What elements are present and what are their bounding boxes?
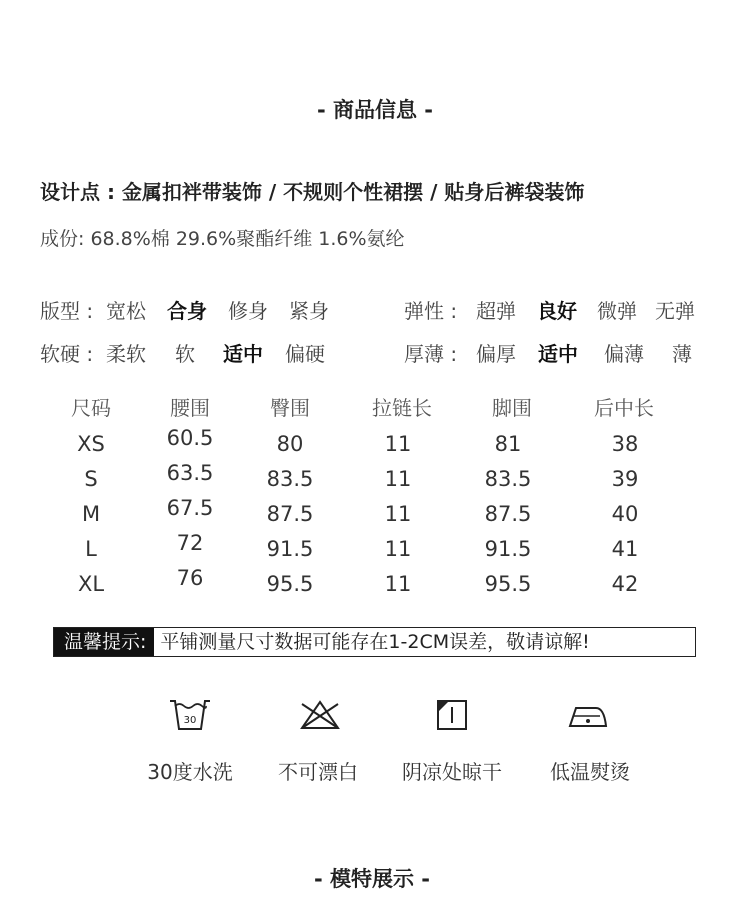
table-cell: 67.5	[166, 496, 214, 520]
fit-option: 宽松	[106, 299, 146, 323]
table-cell: 80	[276, 432, 304, 456]
thickness-option: 偏厚	[476, 342, 516, 366]
tip-label: 温馨提示:	[54, 628, 154, 656]
table-cell: 60.5	[166, 426, 214, 450]
low-iron-icon	[566, 700, 610, 734]
elasticity-option-selected: 良好	[537, 299, 577, 323]
fit-option: 修身	[228, 299, 268, 323]
fit-option-selected: 合身	[167, 299, 207, 323]
table-cell: 87.5	[484, 502, 532, 526]
shade-dry-icon	[435, 698, 469, 736]
care-label: 不可漂白	[278, 760, 358, 784]
softness-option: 偏硬	[285, 342, 325, 366]
table-cell: 95.5	[266, 572, 314, 596]
table-header: 腰围	[170, 396, 210, 420]
softness-option-selected: 适中	[223, 342, 263, 366]
care-label: 30度水洗	[147, 760, 233, 784]
fit-label: 版型 :	[40, 299, 94, 323]
table-cell: 39	[611, 467, 639, 491]
care-label: 低温熨烫	[550, 760, 630, 784]
softness-option: 柔软	[106, 342, 146, 366]
table-cell: S	[84, 467, 98, 491]
table-cell: 72	[176, 531, 204, 555]
table-cell: 83.5	[266, 467, 314, 491]
tip-text: 平铺测量尺寸数据可能存在1-2CM误差，敬请谅解!	[160, 631, 590, 653]
no-bleach-icon	[298, 698, 342, 736]
table-cell: 11	[384, 432, 412, 456]
table-cell: 91.5	[266, 537, 314, 561]
softness-label: 软硬 :	[40, 342, 94, 366]
thickness-option: 薄	[672, 342, 692, 366]
table-cell: 11	[384, 467, 412, 491]
elasticity-label: 弹性 :	[404, 299, 458, 323]
design-points: 设计点 : 金属扣袢带装饰 / 不规则个性裙摆 / 贴身后裤袋装饰	[40, 180, 585, 204]
table-cell: 41	[611, 537, 639, 561]
softness-option: 软	[175, 342, 195, 366]
table-header: 后中长	[594, 396, 654, 420]
elasticity-option: 微弹	[597, 299, 637, 323]
table-cell: 76	[176, 566, 204, 590]
care-label: 阴凉处晾干	[402, 760, 502, 784]
table-cell: 40	[611, 502, 639, 526]
elasticity-option: 超弹	[476, 299, 516, 323]
table-cell: 81	[494, 432, 522, 456]
wash-30-icon	[168, 695, 212, 737]
measurement-tip	[53, 627, 696, 657]
table-header: 尺码	[71, 396, 111, 420]
fit-option: 紧身	[289, 299, 329, 323]
table-cell: 42	[611, 572, 639, 596]
svg-text:30: 30	[183, 715, 197, 726]
table-cell: XL	[77, 572, 105, 596]
table-cell: 63.5	[166, 461, 214, 485]
table-cell: L	[85, 537, 97, 561]
thickness-option: 偏薄	[604, 342, 644, 366]
thickness-label: 厚薄 :	[404, 342, 458, 366]
table-cell: 38	[611, 432, 639, 456]
table-cell: 11	[384, 537, 412, 561]
table-cell: M	[81, 502, 101, 526]
table-cell: 87.5	[266, 502, 314, 526]
table-cell: 11	[384, 502, 412, 526]
composition: 成份: 68.8%棉 29.6%聚酯纤维 1.6%氨纶	[40, 228, 405, 250]
product-info-heading: - 商品信息 -	[316, 98, 434, 122]
table-header: 拉链长	[372, 396, 432, 420]
elasticity-option: 无弹	[655, 299, 695, 323]
model-heading: - 模特展示 -	[313, 867, 431, 891]
thickness-option-selected: 适中	[538, 342, 578, 366]
table-cell: XS	[77, 432, 105, 456]
table-cell: 83.5	[484, 467, 532, 491]
table-header: 臀围	[270, 396, 310, 420]
table-cell: 91.5	[484, 537, 532, 561]
table-cell: 95.5	[484, 572, 532, 596]
table-cell: 11	[384, 572, 412, 596]
table-header: 脚围	[492, 396, 532, 420]
